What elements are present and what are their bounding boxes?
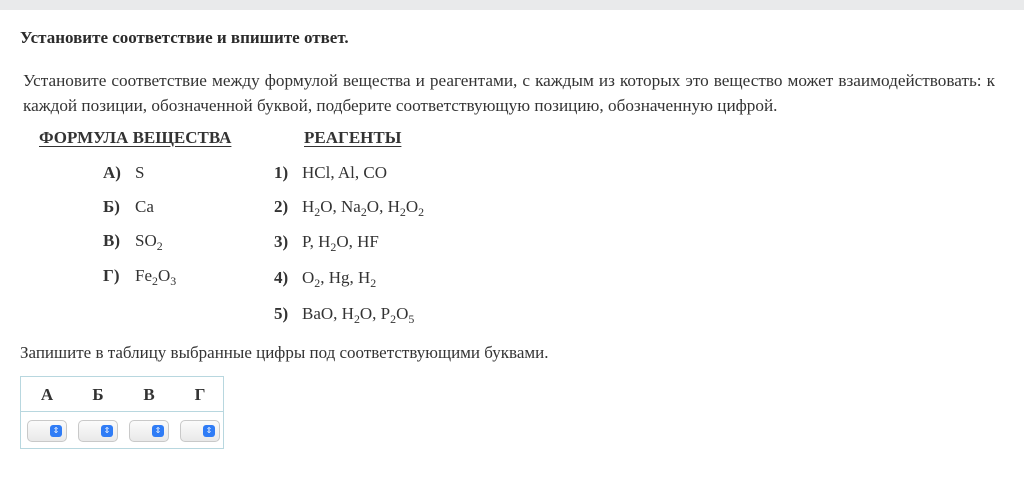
select-arrows-icon: ⇕: [203, 425, 215, 437]
formula-column-header: ФОРМУЛА ВЕЩЕСТВА: [39, 128, 232, 147]
top-band: [0, 0, 1024, 10]
reagent-value: BaO, $H_2O$, $P_2O_5$: [302, 304, 415, 327]
answer-select-b[interactable]: [78, 420, 118, 442]
answer-select-v[interactable]: [129, 420, 169, 442]
answer-instruction: Запишите в таблицу выбранные цифры под соответствующими буквами.: [20, 343, 549, 362]
reagents-column-header: РЕАГЕНТЫ: [304, 128, 402, 147]
formula-label: Г): [103, 266, 120, 285]
select-arrows-icon: ⇕: [152, 425, 164, 437]
reagent-label: 3): [274, 232, 289, 251]
reagent-label: 2): [274, 197, 289, 216]
formula-label: А): [103, 163, 121, 182]
formula-value: $Fe_2O_3$: [135, 266, 177, 289]
formula-label: Б): [103, 197, 120, 216]
answer-select-a[interactable]: [27, 420, 67, 442]
select-arrows-icon: ⇕: [101, 425, 113, 437]
question-text: Установите соответствие между формулой вещества и реагентами, с каждым из которых это вещество может взаимодействовать: к каждой позиции, обозначенной буквой, подберите соответствующую позицию, обозначенную цифрой.: [23, 71, 995, 115]
question-heading: Установите соответствие и впишите ответ.: [20, 28, 349, 47]
reagent-label: 5): [274, 304, 289, 323]
answer-select-g[interactable]: [180, 420, 220, 442]
formula-value: Ca: [135, 197, 154, 216]
answer-column-b: Б: [92, 385, 104, 404]
answer-column-v: В: [143, 385, 155, 404]
reagent-label: 1): [274, 163, 289, 182]
reagent-value: P, $H_2O$, HF: [302, 232, 379, 255]
reagent-value: $O_2$, Hg, $H_2$: [302, 268, 377, 291]
reagent-value: HCl, Al, CO: [302, 163, 388, 182]
select-arrows-icon: ⇕: [50, 425, 62, 437]
answer-column-g: Г: [194, 385, 206, 404]
answer-column-a: А: [40, 385, 54, 404]
reagent-value: $H_2O$, $Na_2O$, $H_2O_2$: [302, 197, 425, 220]
table-divider: [21, 411, 223, 412]
reagent-label: 4): [274, 268, 289, 287]
formula-value: S: [135, 163, 145, 182]
formula-value: $SO_2$: [135, 231, 163, 254]
formula-label: В): [103, 231, 120, 250]
